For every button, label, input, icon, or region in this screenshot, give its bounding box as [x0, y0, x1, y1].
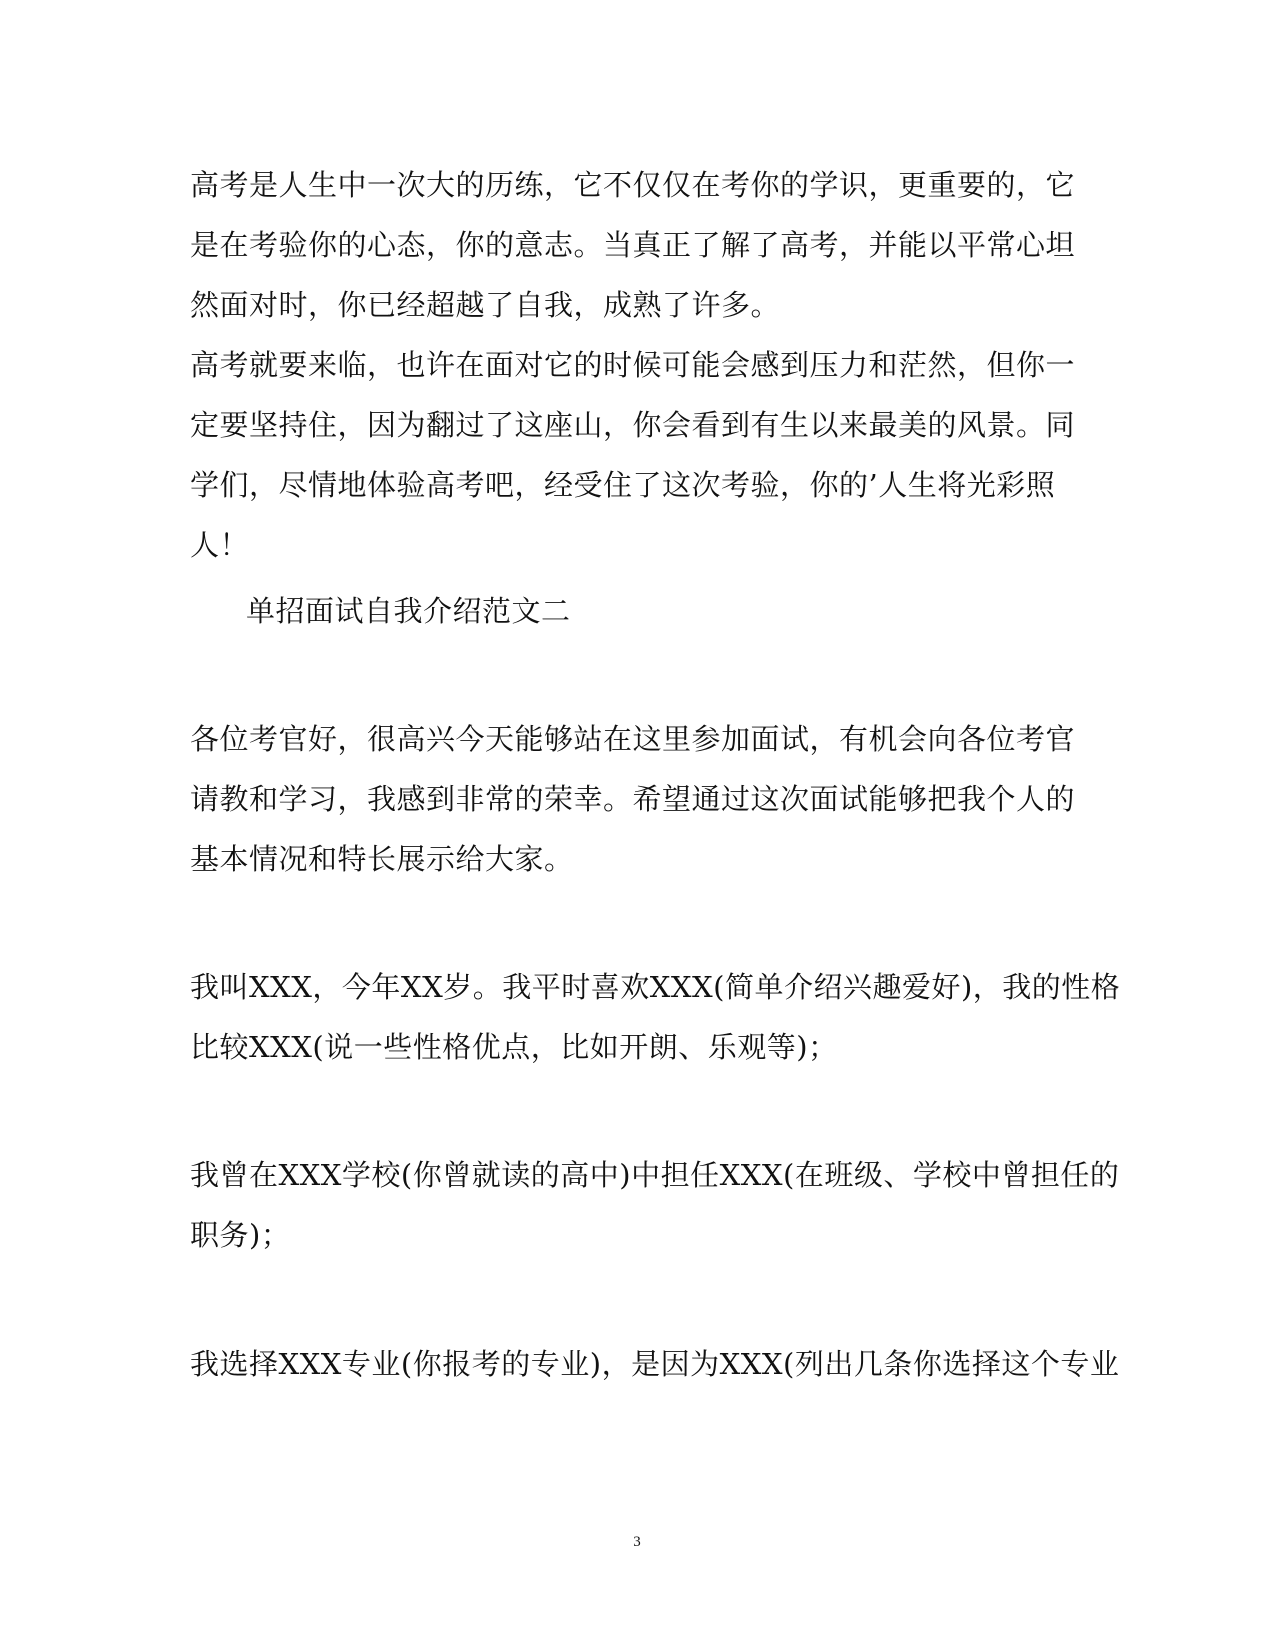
paragraph-1-line-3: 然面对时，你已经超越了自我，成熟了许多。	[190, 288, 781, 322]
paragraph-6-line-1: 我选择XXX专业(你报考的专业)，是因为XXX(列出几条你选择这个专业	[190, 1347, 1120, 1381]
paragraph-3-line-3: 基本情况和特长展示给大家。	[190, 842, 574, 876]
paragraph-1-line-1: 高考是人生中一次大的历练，它不仅仅在考你的学识，更重要的，它	[190, 168, 1076, 202]
paragraph-2-line-4: 人！	[190, 528, 250, 562]
paragraph-2-line-3: 学们，尽情地体验高考吧，经受住了这次考验，你的’人生将光彩照	[190, 468, 1056, 502]
section-heading: 单招面试自我介绍范文二	[246, 594, 571, 628]
paragraph-4-line-2: 比较XXX(说一些性格优点，比如开朗、乐观等)；	[190, 1030, 838, 1064]
paragraph-3-line-2: 请教和学习，我感到非常的荣幸。希望通过这次面试能够把我个人的	[190, 782, 1076, 816]
page-number: 3	[633, 1534, 641, 1550]
paragraph-1-line-2: 是在考验你的心态，你的意志。当真正了解了高考，并能以平常心坦	[190, 228, 1076, 262]
paragraph-2-line-1: 高考就要来临，也许在面对它的时候可能会感到压力和茫然，但你一	[190, 348, 1076, 382]
paragraph-3-line-1: 各位考官好，很高兴今天能够站在这里参加面试，有机会向各位考官	[190, 722, 1076, 756]
paragraph-5-line-2: 职务)；	[190, 1218, 291, 1252]
paragraph-4-line-1: 我叫XXX，今年XX岁。我平时喜欢XXX(简单介绍兴趣爱好)，我的性格	[190, 970, 1121, 1004]
paragraph-5-line-1: 我曾在XXX学校(你曾就读的高中)中担任XXX(在班级、学校中曾担任的	[190, 1158, 1120, 1192]
paragraph-2-line-2: 定要坚持住，因为翻过了这座山，你会看到有生以来最美的风景。同	[190, 408, 1076, 442]
